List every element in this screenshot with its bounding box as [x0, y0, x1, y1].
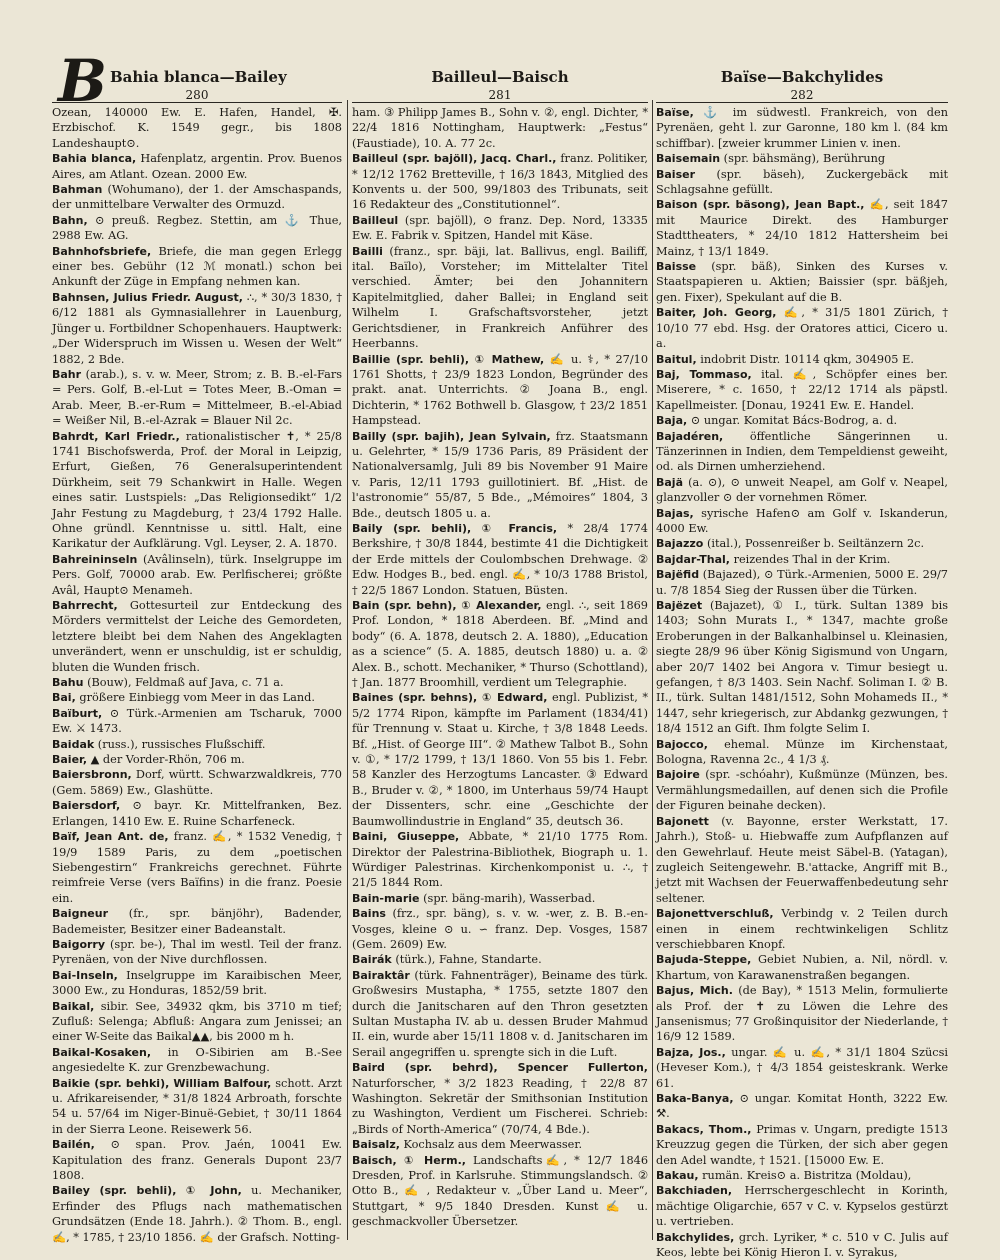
entry-headword: Baïburt,	[52, 706, 103, 720]
entry-headword: Baines (spr. behns), ① Edward,	[352, 691, 548, 705]
entry-headword: Bajocco,	[656, 737, 708, 751]
entry-text: Dorf, württ. Schwarzwaldkreis, 770 (Gem. 5869) Ew., Glashütte.	[52, 768, 342, 797]
entry-text: (de Bay), * 1513 Melin, formulierte als Prof. der ✝ zu Löwen die Lehre des Jansenismus; 77 Großinquisitor der Niederlande, † 16/9 12 1589.	[656, 984, 948, 1044]
dictionary-entry	[656, 352, 948, 367]
entry-headword: Baiser	[656, 167, 696, 181]
dictionary-entry	[656, 197, 948, 259]
entry-text: Inselgruppe im Karaibischen Meer, 3000 Ew., zu Honduras, 1852/59 brit.	[52, 968, 342, 998]
dictionary-entry	[656, 305, 948, 351]
dictionary-entry	[352, 598, 648, 690]
entry-headword: Baillie (spr. behli), ① Mathew,	[352, 352, 545, 366]
entry-headword: Baird (spr. behrd), Spencer Fullerton,	[352, 1061, 648, 1075]
entry-text: franz. ✍, * 1532 Venedig, † 19/9 1589 Paris, zu dem „poetischen Siebengestirn“ Frankreichs gerechnet. Führte reimfreie Verse (vers Baïfins) in die franz. Poesie ein.	[52, 830, 343, 905]
entry-headword: Baigorry	[52, 937, 106, 951]
entry-headword: Bahn,	[52, 213, 88, 227]
entry-headword: Bahman	[52, 183, 103, 197]
entry-text: reizendes Thal in der Krim.	[733, 552, 891, 566]
entry-text: schott. Arzt u. Afrikareisender, * 31/8 1824 Arbroath, forschte 54 u. 57/64 im Niger-Binuë-Gebiet, † 30/11 1864 in der Sierra Leone. Reisewerk 56.	[52, 1076, 342, 1136]
dictionary-entry	[52, 182, 342, 213]
entry-text: engl. ∴, seit 1869 Prof. London, * 1818 Aberdeen. Bf. „Mind and body“ (6. A. 1878, deutsch 2. A. 1880), „Education as a science“ (5. A. 1885, deutsch 1880) u. a. ② Alex. B., schott. Mechaniker, * Thurso (Schottland), † Jan. 1877 Broomhill, verdient um Telegraphie.	[352, 599, 648, 690]
entry-text: ✍, seit 1847 mit Maurice Direkt. des Hamburger Stadttheaters, * 24/10 1812 Hattersheim bei Mainz, † 13/1 1849.	[656, 198, 948, 258]
dictionary-entry	[656, 1091, 948, 1122]
entry-text: (spr. bäseh), Zuckergebäck mit Schlagsahne gefüllt.	[656, 167, 948, 197]
dictionary-entry	[656, 1230, 948, 1260]
dictionary-entry	[352, 1153, 648, 1230]
entry-headword: Baison (spr. bäsong), Jean Bapt.,	[656, 198, 865, 212]
entry-text: Herrschergeschlecht in Korinth, mächtige Oligarchie, 657 v C. v. Kypselos gestürzt u. vertrieben.	[656, 1184, 948, 1229]
entry-headword: Baisemain	[656, 152, 721, 166]
entry-headword: Bahrdt, Karl Friedr.,	[52, 429, 180, 443]
entry-headword: Bailly (spr. bajih), Jean Sylvain,	[352, 429, 551, 443]
entry-text: (arab.), s. v. w. Meer, Strom; z. B. B.-el-Fars = Pers. Golf, B.-el-Lut = Totes Meer, B.-Oman = Arab. Meer, B.-er-Rum = Mittelmeer, B.-el-Abiad = Weißer Nil, B.-el-Azrak = Blauer Nil 2c.	[52, 367, 343, 428]
entry-headword: Baier,	[52, 753, 88, 767]
entry-text: (fr., spr. bänjöhr), Badender, Bademeister, Besitzer einer Badeanstalt.	[52, 907, 342, 936]
entry-headword: Bailén,	[52, 1138, 95, 1152]
dictionary-entry	[52, 105, 342, 151]
dictionary-entry	[52, 829, 342, 906]
dictionary-entry	[352, 829, 648, 891]
entry-text: sibir. See, 34932 qkm, bis 3710 m tief; Zufluß: Selenga; Abfluß: Angara zum Jenissei; an einer W-Seite das Baikal▲▲, bis 2000 m h.	[52, 999, 343, 1044]
entry-headword: Bain-marie	[352, 891, 420, 905]
dictionary-entry	[352, 952, 648, 967]
entry-text: Gebiet Nubien, a. Nil, nördl. v. Khartum, von Karawanenstraßen begangen.	[656, 953, 948, 982]
section-letter: B	[58, 47, 108, 115]
entry-headword: Bailli	[352, 244, 383, 258]
dictionary-entry	[352, 1137, 648, 1152]
entry-text: ⊙ ungar. Komitat Bács-Bodrog, a. d.	[690, 414, 898, 428]
entry-headword: Baja,	[656, 414, 688, 428]
dictionary-entry	[656, 413, 948, 428]
entry-headword: Bairák	[352, 953, 392, 967]
dictionary-entry	[352, 690, 648, 829]
dictionary-entry	[656, 814, 948, 906]
entry-headword: Bahrrecht,	[52, 599, 118, 612]
entry-text: (türk. Fahnenträger), Beiname des türk. Großwesirs Mustapha, * 1755, setzte 1807 den durch die Janitscharen auf den Thron gesetzten Sultan Mustapha IV. ab u. dessen Bruder Mahmud II. ein, wurde aber 15/11 1808 v. d. Janitscharen im Serail angegriffen u. sprengte sich in die Luft.	[352, 968, 649, 1059]
entry-headword: Baitul,	[656, 352, 697, 366]
entry-headword: Baiersdorf,	[52, 799, 121, 813]
dictionary-entry	[52, 552, 342, 598]
dictionary-entry	[352, 521, 648, 598]
entry-headword: Bahnsen, Julius Friedr. August,	[52, 290, 243, 304]
entry-list	[52, 105, 342, 1245]
entry-headword: Bajëzet	[656, 599, 703, 612]
entry-text: (a. ⊙), ⊙ unweit Neapel, am Golf v. Neapel, glanzvoller ⊙ der vornehmen Römer.	[656, 475, 948, 505]
entry-headword: Bain (spr. behn), ① Alexander,	[352, 599, 542, 612]
entry-text: ⊙ preuß. Regbez. Stettin, am ⚓ Thue, 2988 Ew. AG.	[52, 213, 342, 243]
dictionary-entry	[656, 767, 948, 813]
dictionary-entry	[52, 690, 342, 705]
entry-text: ehemal. Münze im Kirchenstaat, Bologna, Ravenna 2c., 4 1/3 ₰.	[656, 737, 948, 767]
entry-headword: Baily (spr. behli), ① Francis,	[352, 521, 558, 535]
entry-text: (spr. bajöll), ⊙ franz. Dep. Nord, 13335 Ew. E. Fabrik v. Spitzen, Handel mit Käse.	[352, 213, 648, 243]
entry-text: (spr. bäng-marih), Wasserbad.	[423, 891, 596, 905]
dictionary-entry	[656, 105, 948, 151]
entry-text: u. Mechaniker, Erfinder des Pflugs nach mathematischen Grundsätzen (Ende 18. Jahrh.). ② Thom. B., engl. ✍, * 1785, † 23/10 1856. ✍ der Grafsch. Notting-	[52, 1184, 343, 1244]
dictionary-entry	[656, 1122, 948, 1168]
entry-text: Primas v. Ungarn, predigte 1513 Kreuzzug gegen die Türken, der sich aber gegen den Adel wandte, † 1521. [15000 Ew. E.	[656, 1122, 948, 1167]
dictionary-entry	[656, 598, 948, 737]
dictionary-entry	[52, 675, 342, 690]
entry-list	[656, 105, 948, 1260]
entry-text: (v. Bayonne, erster Werkstatt, 17. Jahrh.), Stoß- u. Hiebwaffe zum Aufpflanzen auf den Gewehrlauf. Heute meist Säbel-B. (Yatagan), zugleich Seitengewehr. B.'attacke, Angriff mit B., jetzt mit Wachsen der Feuerwaffenbedeutung sehr seltener.	[656, 814, 949, 905]
entry-text: in O-Sibirien am B.-See angesiedelte K. zur Grenzbewachung.	[52, 1045, 342, 1075]
entry-headword: Bakau,	[656, 1169, 699, 1183]
entry-list	[352, 105, 648, 1230]
entry-text: rumän. Kreis⊙ a. Bistritza (Moldau),	[702, 1169, 912, 1183]
dictionary-entry	[656, 1183, 948, 1229]
entry-headword: Baïf, Jean Ant. de,	[52, 830, 169, 844]
column-divider	[347, 100, 348, 1240]
dictionary-entry	[52, 798, 342, 829]
entry-text: öffentliche Sängerinnen u. Tänzerinnen in Indien, dem Tempeldienst geweiht, od. als Dirnen umherziehend.	[656, 429, 948, 474]
dictionary-entry	[656, 475, 948, 506]
entry-text: Gottesurteil zur Entdeckung des Mörders vermittelst der Leiche des Gemordeten, letztere bleibt bei dem Nahen des Angeklagten unverändert, wenn er unschuldig, ist er schuldig, bluten die Wunden frisch.	[52, 599, 342, 674]
dictionary-entry	[352, 352, 648, 429]
dictionary-entry	[656, 536, 948, 551]
entry-headword: Bahr	[52, 367, 82, 381]
entry-text: ⊙ Türk.-Armenien am Tscharuk, 7000 Ew. ⚔ 1473.	[52, 706, 342, 736]
entry-headword: Bajuda-Steppe,	[656, 953, 752, 967]
entry-text: größere Einbiegg vom Meer in das Land.	[79, 691, 316, 705]
column-divider	[652, 100, 653, 1240]
entry-text: ital. ✍, Schöpfer eines ber. Miserere, * c. 1650, † 22/12 1714 als päpstl. Kapellmeister. [Donau, 19241 Ew. E. Handel.	[656, 367, 948, 412]
entry-headword: Bailleul (spr. bajöll), Jacq. Charl.,	[352, 152, 557, 166]
entry-text: (spr. bähsmäng), Berührung	[723, 152, 886, 166]
dictionary-entry	[52, 937, 342, 968]
dictionary-entry	[52, 290, 342, 367]
entry-text: (ital.), Possenreißer b. Seiltänzern 2c.	[706, 537, 925, 551]
entry-text: Verbindg v. 2 Teilen durch einen in einem rechtwinkeligen Schlitz verschiebbaren Knopf.	[656, 907, 949, 951]
entry-text: (spr. be-), Thal im westl. Teil der franz. Pyrenäen, von der Nive durchflossen.	[52, 937, 342, 967]
entry-headword: Bajä	[656, 475, 684, 489]
entry-text: (franz., spr. bäji, lat. Ballivus, engl. Bailiff, ital. Baïlo), Vorsteher; im Mittelalter Titel verschied. Ämter; bei den Johannitern Kapitelmitglied, daher Ballei; in England seit Wilhelm I. Grafschaftsvorsteher, jetzt Gerichtsdiener, in Frankreich Anführer des Heerbanns.	[352, 244, 648, 351]
entry-headword: Bajza, Jos.,	[656, 1045, 726, 1059]
entry-text: (spr. -schóahr), Kußmünze (Münzen, bes. Vermählungsmedaillen, auf denen sich die Profile der Figuren beinahe decken).	[656, 768, 948, 813]
dictionary-entry	[352, 244, 648, 352]
dictionary-entry	[656, 429, 948, 475]
entry-text: Kochsalz aus dem Meerwasser.	[403, 1138, 583, 1152]
entry-headword: Baïse,	[656, 106, 694, 119]
dictionary-entry	[52, 244, 342, 290]
entry-text: (türk.), Fahne, Standarte.	[395, 953, 542, 967]
entry-text: frz. Staatsmann u. Gelehrter, * 15/9 1736 Paris, 89 Präsident der Nationalversamlg, Juli 89 bis November 91 Maire v. Paris, 12/11 1793 guillotiniert. Bf. „Hist. de l'astronomie“ 55/87, 5 Bde., „Mémoires“ 1804, 3 Bde., deutsch 1805 u. a.	[352, 429, 648, 520]
dictionary-entry	[656, 983, 948, 1045]
dictionary-entry	[656, 552, 948, 567]
entry-headword: Bailleul	[352, 213, 399, 227]
dictionary-entry	[52, 367, 342, 429]
dictionary-entry	[52, 151, 342, 182]
dictionary-entry	[52, 906, 342, 937]
entry-text: Naturforscher, * 3/2 1823 Reading, † 22/8 87 Washington. Sekretär der Smithsonian Institution zu Washington, Verdient um Fischerei. Schrieb: „Birds of North-America“ (70/74, 4 Bde.).	[352, 1076, 648, 1136]
entry-text: (Bajazed), ⊙ Türk.-Armenien, 5000 E. 29/7 u. 7/8 1854 Sieg der Russen über die Türken.	[656, 568, 948, 597]
entry-headword: Bajazzo	[656, 537, 704, 551]
entry-headword: Baidak	[52, 737, 95, 751]
entry-headword: Bajdar-Thal,	[656, 552, 730, 566]
entry-headword: Bakacs, Thom.,	[656, 1122, 752, 1136]
entry-headword: Bakchylides,	[656, 1230, 735, 1244]
entry-text: ⚓ im südwestl. Frankreich, von den Pyrenäen, geht l. zur Garonne, 180 km l. (84 km schiffbar). [zweier krummer Linien v. inen.	[656, 106, 948, 150]
entry-headword: Bailey (spr. behli), ① John,	[52, 1184, 242, 1198]
entry-text: rationalistischer ✝, * 25/8 1741 Bischofswerda, Prof. der Moral in Leipzig, Erfurt, Gießen, 76 Generalsuperintendent Dürkheim, seit 79 Schankwirt in Halle. Wegen eines satir. Lustspiels: „Das Religionsedikt“ 1/2 Jahr Festung zu Magdeburg, † 23/4 1792 Halle. Ohne gründl. Kenntnisse u. sittl. Halt, eine Karikatur der Aufklärung. Vgl. Leyser, 2. A. 1870.	[52, 429, 343, 551]
entry-text: (Wohumano), der 1. der Amschaspands, der unmittelbare Verwalter des Ormuzd.	[52, 183, 342, 212]
dictionary-entry	[352, 891, 648, 906]
dictionary-entry	[352, 968, 648, 1060]
column-2	[352, 66, 648, 1236]
entry-headword: Baikal,	[52, 999, 95, 1013]
entry-text: Abbate, * 21/10 1775 Rom. Direktor der Palestrina-Bibliothek, Biograph u. 1. Würdiger Palestrinas. Kirchenkomponist u. ∴, † 21/5 1844 Rom.	[352, 830, 648, 890]
entry-headword: Baka-Banya,	[656, 1092, 734, 1105]
entry-headword: Baikie (spr. behki), William Balfour,	[52, 1076, 272, 1090]
entry-text: engl. Publizist, * 5/2 1774 Ripon, kämpfte im Parlament (1834/41) für Trennung v. Staat u. Kirche, † 3/8 1848 Leeds. Bf. „Hist. of George III“. ② Mathew Talbot B., Sohn v. ①, * 17/2 1799, † 13/1 1860. Von 55 bis 1. Febr. 58 Kanzler des Herzogtums Lancaster. ③ Edward B., Bruder v. ②, * 1800, im Unterhaus 59/74 Haupt der Dissenters, schr. eine „Geschichte der Baumwollindustrie in England“ 35, deutsch 36.	[352, 691, 649, 828]
dictionary-entry	[52, 598, 342, 675]
entry-headword: Bakchiaden,	[656, 1184, 733, 1198]
dictionary-entry	[52, 213, 342, 244]
page-number: 282	[656, 88, 948, 103]
dictionary-entry	[656, 737, 948, 768]
dictionary-entry	[656, 1168, 948, 1183]
entry-headword: Baikal-Kosaken,	[52, 1045, 151, 1059]
entry-text: (Bouw), Feldmaß auf Java, c. 71 a.	[87, 676, 284, 690]
entry-text: (russ.), russisches Flußschiff.	[97, 737, 266, 751]
entry-text: (frz., spr. bäng), s. v. w. -wer, z. B. B.-en-Vosges, kleine ⊙ u. ∽ franz. Dep. Vosges, 1587 (Gem. 2609) Ew.	[352, 907, 649, 951]
entry-headword: Baisse	[656, 260, 697, 274]
entry-headword: Bahia blanca,	[52, 152, 137, 166]
entry-text: syrische Hafen⊙ am Golf v. Iskanderun, 4000 Ew.	[656, 506, 948, 535]
entry-headword: Bairaktâr	[352, 968, 410, 982]
dictionary-entry	[52, 752, 342, 767]
entry-headword: Bains	[352, 907, 386, 921]
dictionary-entry	[52, 1183, 342, 1245]
entry-headword: Bahreininseln	[52, 552, 138, 566]
entry-headword: Bai-Inseln,	[52, 968, 118, 982]
dictionary-entry	[656, 906, 948, 952]
entry-headword: Bajonett	[656, 814, 709, 828]
dictionary-entry	[52, 429, 342, 552]
entry-headword: Bahnhofsbriefe,	[52, 244, 152, 258]
dictionary-entry	[52, 767, 342, 798]
entry-text: ▲ der Vorder-Rhön, 706 m.	[90, 753, 245, 767]
dictionary-entry	[52, 968, 342, 999]
dictionary-entry	[656, 259, 948, 305]
entry-text: (spr. bäß), Sinken des Kurses v. Staatspapieren u. Aktien; Baissier (spr. bäßjeh, gen. Fixer), Spekulant auf die B.	[656, 260, 948, 304]
entry-headword: Bahu	[52, 676, 84, 690]
running-header: Bailleul—Baisch	[431, 68, 569, 86]
entry-text: Ozean, 140000 Ew. E. Hafen, Handel, ✠. Erzbischof. K. 1549 gegr., bis 1808 Landeshaupt⊙.	[52, 106, 342, 150]
entry-text: ham. ③ Philipp James B., Sohn v. ②, engl. Dichter, * 22/4 1816 Nottingham, Hauptwerk: „Festus“ (Faustiade), 10. A. 77 2c.	[352, 106, 648, 150]
dictionary-entry	[52, 706, 342, 737]
dictionary-entry	[656, 367, 948, 413]
entry-text: Landschafts✍, * 12/7 1846 Dresden, Prof. in Karlsruhe. Stimmungslandsch. ② Otto B., ✍ , Redakteur v. „Über Land u. Meer“, Stuttgart, * 9/5 1840 Dresden. Kunst✍ u. geschmackvoller Übersetzer.	[352, 1153, 649, 1229]
entry-text: (Bajazet), ① I., türk. Sultan 1389 bis 1403; Sohn Murats I., * 1347, machte große Eroberungen in der Balkanhalbinsel u. Kleinasien, siegte 28/9 96 über König Sigismund von Ungarn, aber 20/7 1402 bei Angora v. Timur besiegt u. gefangen, † 8/3 1403. Sein Nachf. Soliman I. ② B. II., türk. Sultan 1481/1512, Sohn Mohameds II., * 1447, sehr kriegerisch, zur Abdankg gezwungen, † 18/4 1512 an Gift. Ihm folgte Selim I.	[656, 599, 948, 736]
entry-headword: Bajëfid	[656, 568, 700, 582]
entry-text: ✍ u. ⚕, * 27/10 1761 Shotts, † 23/9 1823 London, Begründer des prakt. anat. Unterrichts. ② Joana B., engl. Dichterin, * 1762 Bothwell b. Glasgow, † 23/2 1851 Hampstead.	[352, 352, 649, 428]
dictionary-entry	[352, 1060, 648, 1137]
entry-headword: Bajoire	[656, 768, 700, 782]
entry-headword: Baiersbronn,	[52, 768, 132, 782]
entry-text: ⊙ span. Prov. Jaén, 10041 Ew. Kapitulation des franz. Generals Dupont 23/7 1808.	[52, 1138, 343, 1183]
dictionary-entry	[52, 1045, 342, 1076]
dictionary-entry	[656, 151, 948, 166]
entry-headword: Baisalz,	[352, 1138, 400, 1152]
dictionary-entry	[656, 567, 948, 598]
dictionary-entry	[52, 999, 342, 1045]
dictionary-entry	[352, 105, 648, 151]
running-header: Baïse—Bakchylides	[720, 68, 884, 86]
entry-headword: Baini, Giuseppe,	[352, 830, 460, 844]
dictionary-entry	[352, 906, 648, 952]
entry-text: ∴, * 30/3 1830, † 6/12 1881 als Gymnasiallehrer in Lauenburg, Jünger u. Fortbildner Schopenhauers. Hauptwerk: „Der Widerspruch im Wissen u. Wesen der Welt“ 1882, 2 Bde.	[52, 290, 342, 366]
column-1	[52, 66, 343, 1244]
dictionary-entry	[352, 151, 648, 213]
entry-headword: Bajas,	[656, 506, 694, 520]
entry-headword: Baigneur	[52, 907, 108, 921]
entry-text: grch. Lyriker, * c. 510 v C. Julis auf Keos, lebte bei König Hieron I. v. Syrakus,	[656, 1230, 948, 1260]
entry-headword: Bajus, Mich.	[656, 984, 733, 998]
entry-text: ungar. ✍ u. ✍, * 31/1 1804 Szücsi (Heveser Kom.), † 4/3 1854 geisteskrank. Werke 61.	[656, 1045, 949, 1090]
entry-headword: Baisch, ① Herm.,	[352, 1153, 466, 1167]
running-header: Bahia blanca—Bailey	[110, 68, 287, 86]
entry-text: ✍, * 31/5 1801 Zürich, † 10/10 77 ebd. Hsg. der Oratores attici, Cicero u. a.	[656, 306, 948, 351]
entry-text: franz. Politiker, * 12/12 1762 Bretteville, † 16/3 1843, Mitglied des Konvents u. der 500, 99/1803 des Tribunats, seit 16 Redakteur des „Constitutionnel“.	[352, 152, 648, 212]
entry-text: Briefe, die man gegen Erlegg einer bes. Gebühr (12 ℳ monatl.) schon bei Ankunft der Züge in Empfang nehmen kan.	[52, 244, 343, 289]
page-number: 280	[52, 88, 342, 103]
entry-headword: Bai,	[52, 691, 76, 705]
entry-headword: Bajonettverschluß,	[656, 907, 774, 921]
dictionary-entry	[352, 429, 648, 521]
dictionary-entry	[52, 1076, 342, 1138]
entry-text: Hafenplatz, argentin. Prov. Buenos Aires, am Atlant. Ozean. 2000 Ew.	[52, 152, 343, 181]
dictionary-entry	[656, 167, 948, 198]
dictionary-entry	[352, 213, 648, 244]
entry-headword: Baiter, Joh. Georg,	[656, 306, 777, 320]
entry-headword: Bajadéren,	[656, 429, 724, 443]
page-number: 281	[352, 88, 648, 103]
dictionary-entry	[52, 737, 342, 752]
column-3	[656, 66, 949, 1260]
entry-text: ⊙ ungar. Komitat Honth, 3222 Ew. ⚒.	[656, 1092, 948, 1121]
entry-headword: Baj, Tommaso,	[656, 367, 752, 381]
dictionary-entry	[52, 1137, 342, 1183]
dictionary-entry	[656, 1045, 948, 1091]
entry-text: indobrit Distr. 10114 qkm, 304905 E.	[700, 352, 914, 366]
entry-text: (Avâlinseln), türk. Inselgruppe im Pers. Golf, 70000 arab. Ew. Perlfischerei; größte Avâl, Haupt⊙ Menameh.	[52, 552, 342, 597]
dictionary-entry	[656, 952, 948, 983]
entry-text: ⊙ bayr. Kr. Mittelfranken, Bez. Erlangen, 1410 Ew. E. Ruine Scharfeneck.	[52, 799, 342, 828]
dictionary-entry	[656, 506, 948, 537]
entry-text: * 28/4 1774 Berkshire, † 30/8 1844, bestimte 41 die Dichtigkeit der Erde mittels der Coulombschen Drehwage. ② Edw. Hodges B., bed. engl. ✍, * 10/3 1788 Bristol, † 22/5 1867 London. Statuen, Büsten.	[352, 521, 648, 597]
